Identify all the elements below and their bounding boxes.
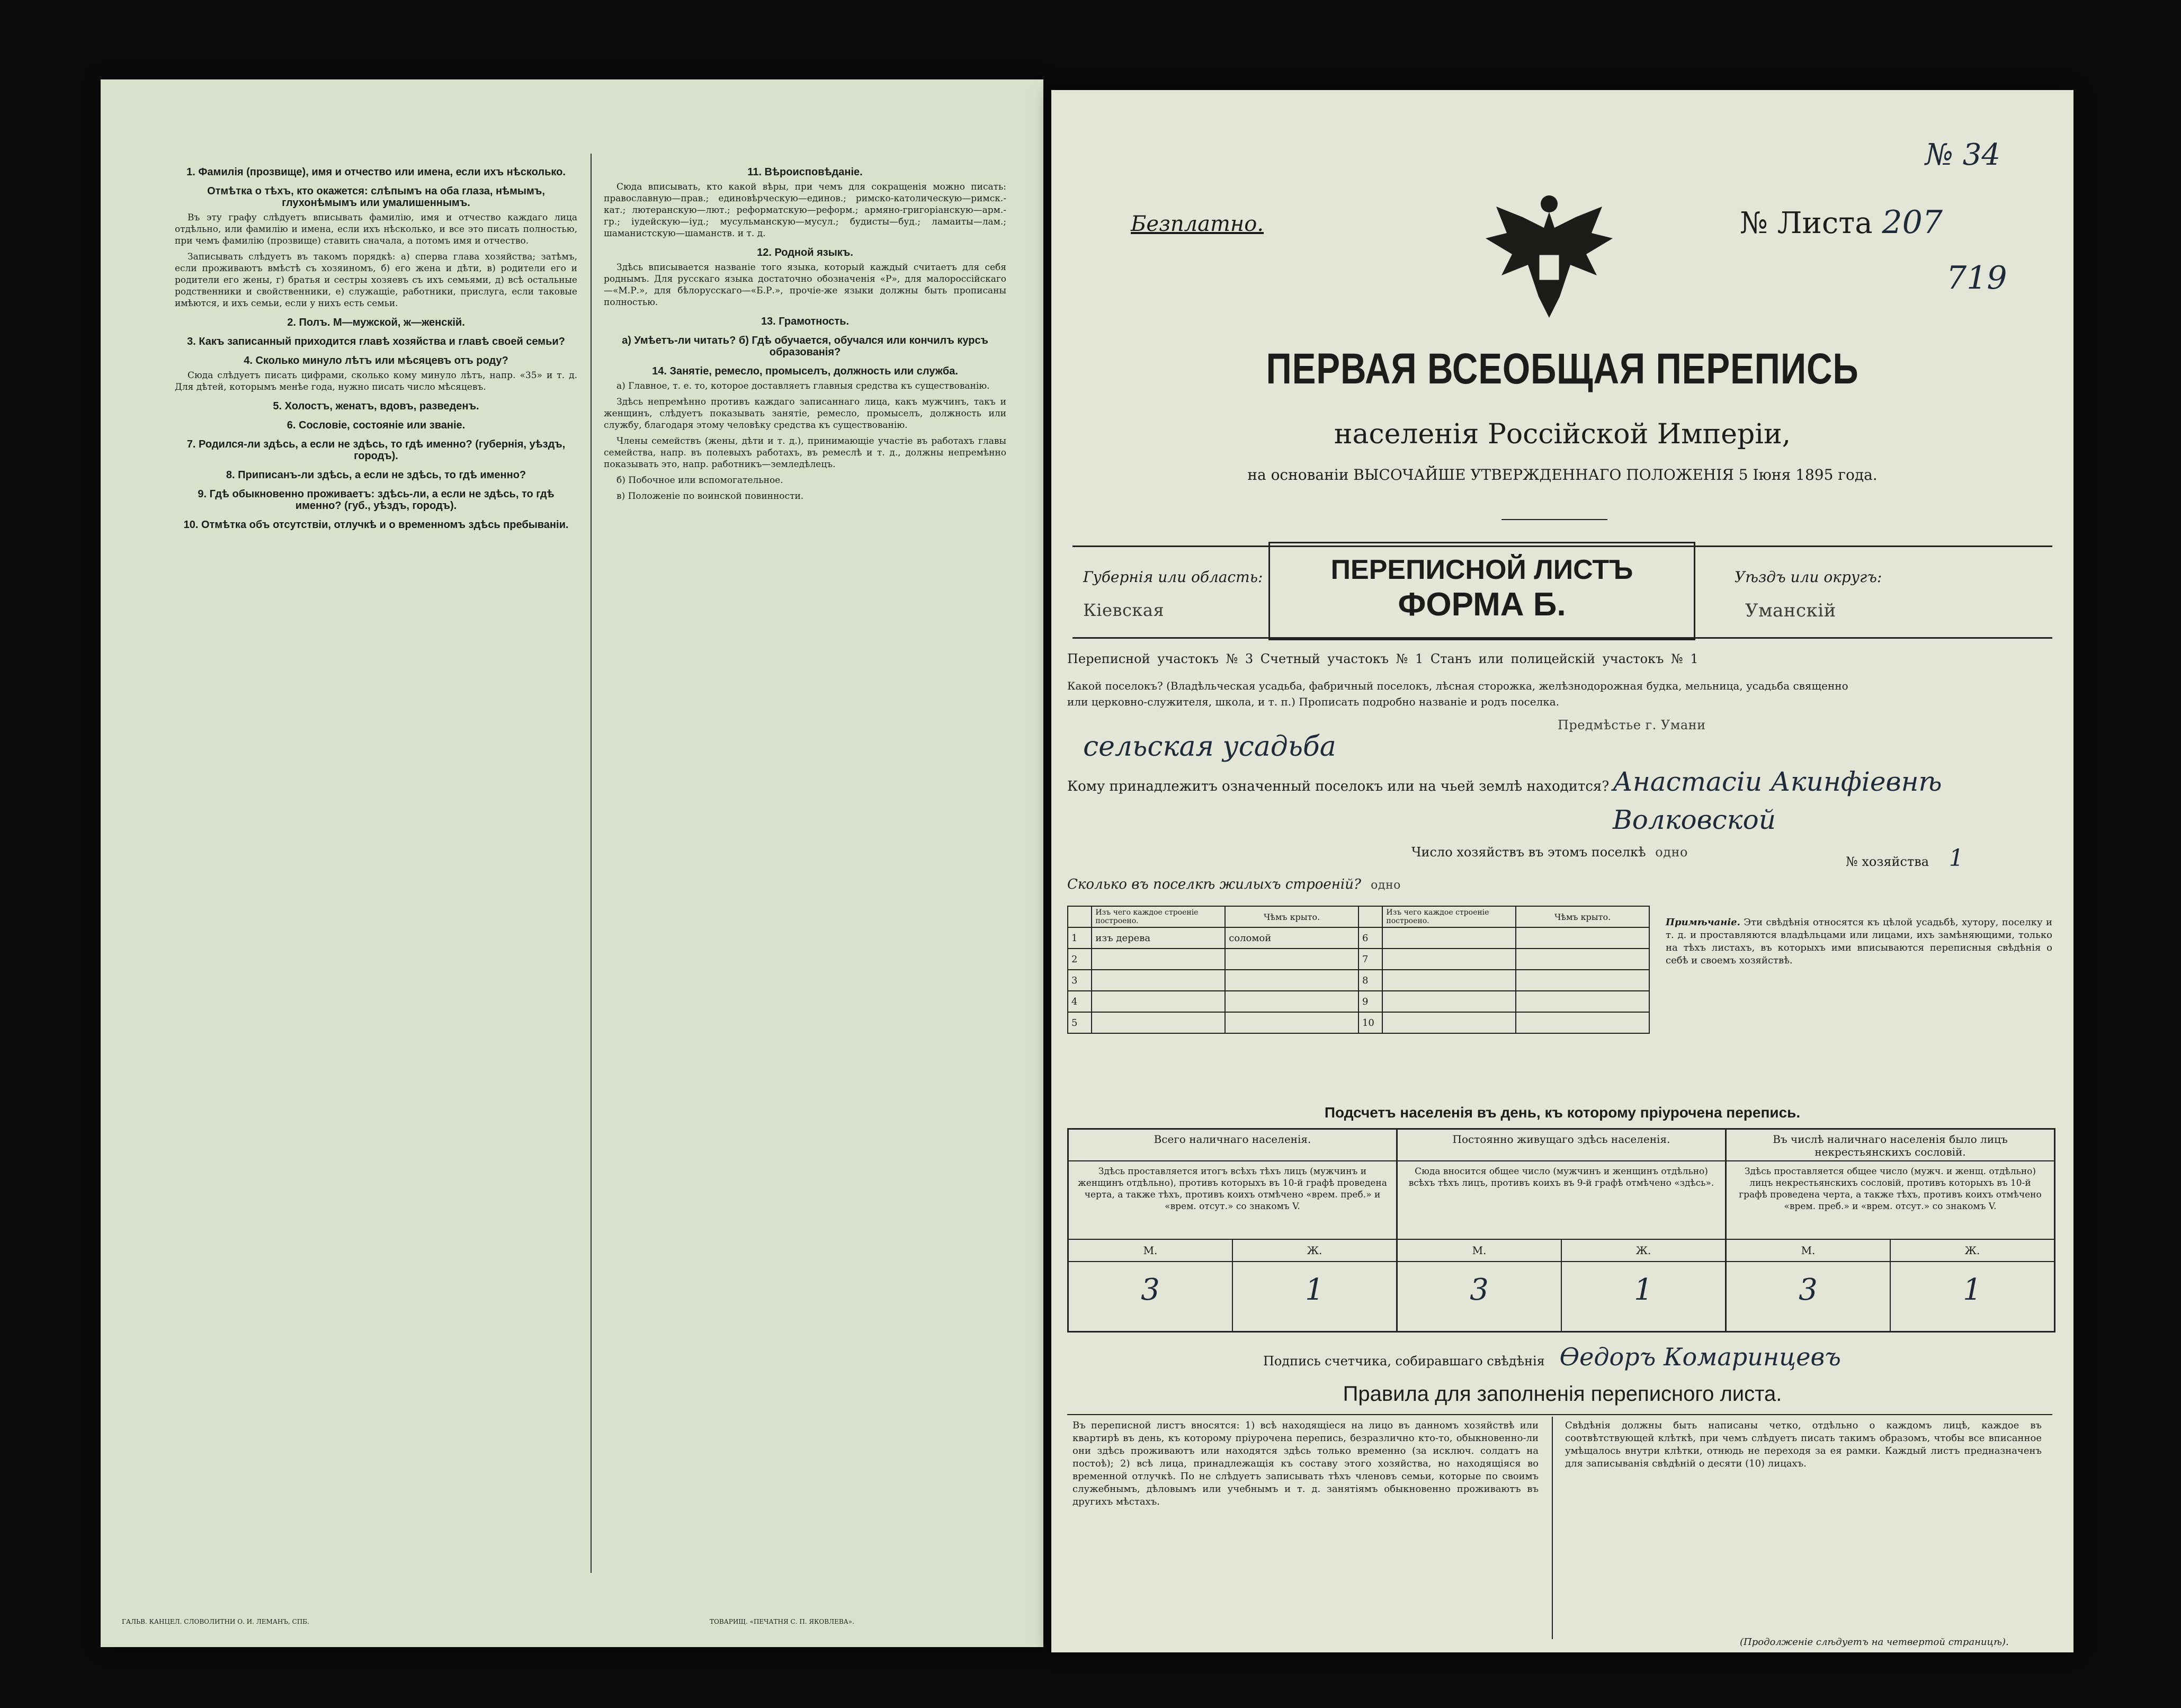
zh-label: Ж. — [1964, 1244, 1980, 1257]
signature-row — [1263, 1343, 1841, 1371]
imprint-right: ТОВАРИЩ. «ПЕЧАТНЯ С. П. ЯКОВЛЕВА». — [710, 1618, 854, 1625]
building-material — [1382, 949, 1516, 970]
m-value: 3 — [1069, 1262, 1233, 1331]
settlement-printed: Предмѣстье г. Умани — [1554, 718, 1709, 732]
m-value: 3 — [1398, 1262, 1562, 1331]
section-heading: 14. Занятіе, ремесло, промыселъ, должность или служба. — [652, 365, 958, 377]
sheet-number — [1740, 204, 1943, 241]
buildings-label: Сколько въ поселкѣ жилыхъ строеній? — [1067, 877, 1361, 892]
household-number-label: № хозяйства — [1846, 854, 1929, 869]
buildings-row-number: 5 — [1068, 1012, 1092, 1033]
census-subtitle: населенія Россійской Имперіи, — [1334, 418, 1791, 450]
settlement-question: Какой поселокъ? (Владѣльческая усадьба, фабричный поселокъ, лѣсная сторожка, желѣзнодорожная будка, мельница, усадьба священно или церковно-служителя, школа, и т. п.) Прописать подробно названіе и родъ поселка. — [1067, 679, 1848, 708]
building-material — [1092, 991, 1225, 1012]
household-number-row — [1846, 845, 1964, 872]
count-column-head: Всего наличнаго населенія. — [1069, 1130, 1396, 1161]
count-column-text: Здѣсь проставляется итогъ всѣхъ тѣхъ лицъ (мужчинъ и женщинъ отдѣльно), противъ которыхъ въ 10-й графѣ проведена черта, а также тѣхъ, противъ коихъ отмѣчено «врем. преб.» и «врем. отсут.» со знакомъ V. — [1078, 1166, 1387, 1212]
double-headed-eagle-emblem — [1464, 191, 1634, 328]
imprint-left: ГАЛЬВ. КАНЦЕЛ. СЛОВОЛИТНИ О. И. ЛЕМАНЪ, СПБ. — [122, 1618, 309, 1625]
building-roof — [1225, 1012, 1358, 1033]
buildings-value: одно — [1371, 879, 1401, 892]
guberniya-label: Губернія или область: — [1083, 568, 1263, 586]
buildings-head-roof: Чѣмъ крыто. — [1225, 906, 1358, 927]
section-heading: 3. Какъ записанный приходится главѣ хозяйства и главѣ своей семьи? — [187, 336, 565, 347]
zh-label: Ж. — [1635, 1244, 1651, 1257]
m-value: 3 — [1727, 1262, 1891, 1331]
buildings-head-material-2: Изъ чего каждое строеніе построено. — [1382, 906, 1516, 927]
mf-values — [1727, 1262, 2054, 1331]
census-title: ПЕРВАЯ ВСЕОБЩАЯ ПЕРЕПИСЬ — [1266, 345, 1859, 393]
rules-right: Свѣдѣнія должны быть написаны четко, отдѣльно о каждомъ лицѣ, каждое въ соотвѣтствующей клѣткѣ, при чемъ слѣдуетъ писать такимъ образомъ, чтобы все вписанное умѣщалось внутри клѣтки, отнюдь не переходя за ея рамки. Каждый листъ предназначенъ для записыванія свѣдѣній о десяти (10) лицахъ. — [1565, 1420, 2042, 1469]
form-header-box — [1072, 546, 2052, 639]
instruction-paragraph: Записывать слѣдуетъ въ такомъ порядкѣ: а) сперва глава хозяйства; затѣмъ, если проживаютъ вмѣстѣ съ хозяиномъ, б) его жена и дѣти, в) родители его и родители его жены, г) братья и сестры хозяевъ съ ихъ семьями, д) всѣ остальные родственники и свойственники, е) служащіе, работники, прислуга, если таковые имѣются, и ихъ семьи, если у нихъ есть семьи. — [175, 252, 577, 309]
census-districts-line: Переписной участокъ № 3 Счетный участокъ № 1 Станъ или полицейскій участокъ № 1 — [1067, 651, 1699, 666]
m-label: М. — [1727, 1240, 1891, 1261]
census-basis: на основаніи ВЫСОЧАЙШЕ УТВЕРЖДЕННАГО ПОЛОЖЕНІЯ 5 Іюня 1895 года. — [1247, 466, 1878, 484]
mf-header — [1398, 1239, 1725, 1262]
owner-question: Кому принадлежитъ означенный поселокъ или на чьей землѣ находится? — [1067, 779, 1610, 794]
form-title: ПЕРЕПИСНОЙ ЛИСТЪ — [1330, 555, 1633, 585]
instruction-paragraph: в) Положеніе по воинской повинности. — [616, 491, 804, 502]
building-material — [1382, 970, 1516, 991]
building-material — [1092, 970, 1225, 991]
building-material: изъ дерева — [1092, 927, 1225, 949]
mf-header — [1727, 1239, 2054, 1262]
instructions-column-1 — [175, 159, 577, 534]
count-column-head: Постоянно живущаго здѣсь населенія. — [1398, 1130, 1725, 1161]
count-column — [1398, 1130, 1727, 1331]
building-roof — [1225, 991, 1358, 1012]
zh-value: 1 — [1305, 1273, 1324, 1307]
signature-label: Подпись счетчика, собиравшаго свѣдѣнія — [1263, 1354, 1545, 1369]
building-material — [1382, 991, 1516, 1012]
instructions-column-2 — [604, 159, 1006, 506]
count-column — [1727, 1130, 2054, 1331]
instruction-paragraph: Сюда вписывать, кто какой вѣры, при чемъ для сокращенія можно писать: православную—прав.; единовѣрческую—единов.; римско-католическую—римск.-кат.; лютеранскую—лют.; реформатскую—реформ.; армяно-григоріанскую—арм.-гр.; іудейскую—іуд.; мусульманскую—мусул.; будисты—буд.; ламаиты—лам.; шаманистскую—шаманств. и т. д. — [604, 182, 1006, 239]
section-heading: 12. Родной языкъ. — [757, 247, 853, 258]
continued-note: (Продолженіе слѣдуетъ на четвертой страницѣ). — [1740, 1637, 2009, 1648]
buildings-row-number: 2 — [1068, 949, 1092, 970]
uezd-value: Уманскій — [1745, 600, 1836, 621]
zh-value: 1 — [1963, 1273, 1982, 1307]
form-title-box — [1268, 542, 1695, 640]
rules-title: Правила для заполненія переписного листа. — [1343, 1382, 1782, 1406]
section-heading: 1. Фамилія (прозвище), имя и отчество или имена, если ихъ нѣсколько. — [186, 166, 566, 178]
free-label: Безплатно. — [1131, 212, 1264, 236]
building-material — [1092, 949, 1225, 970]
corner-number: 719 — [1946, 260, 2007, 297]
population-count-table — [1067, 1128, 2055, 1333]
section-heading: 11. Вѣроисповѣданіе. — [747, 166, 863, 178]
note-text: Эти свѣдѣнія относятся къ цѣлой усадьбѣ, хутору, поселку и т. д. и проставляются владѣльцами или лицами, ихъ замѣняющими, только на тѣхъ листахъ, въ которыхъ ими вписываются переписныя свѣдѣнія о себѣ и своемъ хозяйствѣ. — [1666, 917, 2052, 966]
building-roof — [1516, 970, 1649, 991]
mf-values — [1069, 1262, 1396, 1331]
building-roof — [1516, 991, 1649, 1012]
title-rule — [1501, 519, 1607, 520]
section-heading: 6. Сословіе, состояніе или званіе. — [287, 419, 466, 431]
buildings-row-number: 6 — [1358, 927, 1382, 949]
buildings-row-number: 1 — [1068, 927, 1092, 949]
mf-values — [1398, 1262, 1725, 1331]
owner-handwritten: Анастасіи Акинфіевнѣ Волковской — [1613, 766, 1942, 835]
buildings-head-roof-2: Чѣмъ крыто. — [1516, 906, 1649, 927]
buildings-row — [1068, 1012, 1649, 1033]
buildings-row — [1068, 949, 1649, 970]
buildings-note — [1666, 916, 2052, 967]
sheet-number-label: № Листа — [1740, 206, 1873, 240]
building-roof — [1225, 970, 1358, 991]
buildings-row-number: 7 — [1358, 949, 1382, 970]
buildings-row-number: 8 — [1358, 970, 1382, 991]
buildings-row — [1067, 877, 1401, 892]
household-number-value: 1 — [1948, 845, 1964, 872]
count-column-head: Въ числѣ наличнаго населенія было лицъ некрестьянскихъ сословій. — [1727, 1130, 2054, 1161]
section-heading: 9. Гдѣ обыкновенно проживаетъ: здѣсь-ли, а если не здѣсь, то гдѣ именно? (губ., уѣздъ, городъ). — [198, 488, 555, 512]
section-heading: 8. Приписанъ-ли здѣсь, а если не здѣсь, то гдѣ именно? — [226, 469, 526, 481]
count-title: Подсчетъ населенія въ день, къ которому пріурочена перепись. — [1324, 1104, 1801, 1121]
rules-vline — [1552, 1417, 1553, 1639]
building-material — [1092, 1012, 1225, 1033]
buildings-row-number: 4 — [1068, 991, 1092, 1012]
buildings-row-number: 3 — [1068, 970, 1092, 991]
households-value: одно — [1655, 845, 1688, 860]
count-column — [1069, 1130, 1398, 1331]
instruction-paragraph: Здѣсь вписывается названіе того языка, который каждый считаетъ для себя роднымъ. Для русскаго языка достаточно обозначенія «Р», для малороссійскаго—«М.Р.», для бѣлорусскаго—«Б.Р.», прочіе-же языки должны быть прописаны полностью. — [604, 262, 1006, 308]
uezd-label: Уѣздъ или округъ: — [1735, 568, 1882, 586]
buildings-row — [1068, 970, 1649, 991]
m-label: М. — [1069, 1240, 1233, 1261]
buildings-table — [1067, 906, 1650, 1034]
left-page — [101, 79, 1043, 1647]
note-title: Примѣчаніе. — [1666, 917, 1740, 928]
buildings-row — [1068, 991, 1649, 1012]
right-page — [1051, 90, 2073, 1652]
buildings-row-number: 10 — [1358, 1012, 1382, 1033]
form-subtitle: ФОРМА Б. — [1398, 586, 1566, 623]
section-heading: 2. Полъ. М—мужской, ж—женскій. — [287, 317, 465, 328]
section-heading: 5. Холостъ, женатъ, вдовъ, разведенъ. — [273, 400, 479, 412]
section-heading: а) Умѣетъ-ли читать? б) Гдѣ обучается, обучался или кончилъ курсъ образованія? — [622, 335, 988, 358]
column-divider — [591, 154, 592, 1573]
mf-header — [1069, 1239, 1396, 1262]
buildings-row-number: 9 — [1358, 991, 1382, 1012]
building-roof — [1516, 949, 1649, 970]
households-label: Число хозяйствъ въ этомъ поселкѣ — [1411, 845, 1646, 860]
section-heading: Отмѣтка о тѣхъ, кто окажется: слѣпымъ на оба глаза, нѣмымъ, глухонѣмымъ или умалишеннымъ. — [207, 185, 545, 209]
zh-label: Ж. — [1307, 1244, 1322, 1257]
section-heading: 7. Родился-ли здѣсь, а если не здѣсь, то гдѣ именно? (губернія, уѣздъ, городъ). — [186, 439, 566, 462]
corner-mark: № 34 — [1925, 138, 2001, 172]
instruction-paragraph: б) Побочное или вспомогательное. — [616, 475, 783, 486]
count-column-text: Здѣсь проставляется общее число (мужч. и женщ. отдѣльно) лицъ некрестьянскихъ сословій, противъ которыхъ въ 10-й графѣ проведена черта, а также тѣхъ, противъ коихъ отмѣчено «врем. преб.» и «врем. отсут.» со знакомъ V. — [1739, 1166, 2042, 1212]
instruction-paragraph: Сюда слѣдуетъ писать цифрами, сколько кому минуло лѣтъ, напр. «35» и т. д. Для дѣтей, которымъ менѣе года, нужно писать число мѣсяцевъ. — [175, 370, 577, 392]
rules-left: Въ переписной листъ вносятся: 1) всѣ находящіеся на лицо въ данномъ хозяйствѣ или квартирѣ въ день, къ которому пріурочена перепись, безразлично кто-то, обыкновенно-ли они здѣсь проживаютъ или находятся здѣсь только временно (за исключ. солдатъ на постоѣ); 2) всѣ лица, принадлежащія къ составу этого хозяйства, но находящіяся во временной отлучкѣ. По не слѣдуетъ записывать тѣхъ членовъ семьи, которые по своимъ служебнымъ, дѣловымъ или учебнымъ и т. д. занятіямъ обыкновенно проживаютъ въ другихъ мѣстахъ. — [1072, 1420, 1539, 1507]
section-heading: 4. Сколько минуло лѣтъ или мѣсяцевъ отъ роду? — [244, 355, 508, 366]
signature-handwritten: Ѳедоръ Комаринцевъ — [1559, 1343, 1841, 1371]
settlement-handwritten: сельская усадьба — [1083, 731, 1336, 763]
building-roof: соломой — [1225, 927, 1358, 949]
count-column-text: Сюда вносится общее число (мужчинъ и женщинъ отдѣльно) всѣхъ тѣхъ лицъ, противъ коихъ въ 9-й графѣ отмѣчено «здѣсь». — [1408, 1166, 1714, 1188]
households-row — [1411, 845, 1688, 860]
buildings-row — [1068, 927, 1649, 949]
instruction-paragraph: Члены семействъ (жены, дѣти и т. д.), принимающіе участіе въ работахъ главы семейства, напр. въ полевыхъ работахъ, въ ремеслѣ и т. д., должны непремѣнно показывать это, напр. работникъ—земледѣлецъ. — [604, 436, 1006, 470]
building-material — [1382, 927, 1516, 949]
building-roof — [1516, 927, 1649, 949]
zh-value: 1 — [1634, 1273, 1653, 1307]
section-heading: 13. Грамотность. — [761, 316, 850, 327]
section-heading: 10. Отмѣтка объ отсутствіи, отлучкѣ и о временномъ здѣсь пребываніи. — [183, 519, 569, 531]
buildings-head-material: Изъ чего каждое строеніе построено. — [1092, 906, 1225, 927]
rules-divider — [1067, 1414, 2052, 1415]
sheet-number-value: 207 — [1882, 204, 1943, 241]
instruction-paragraph: Здѣсь непремѣнно противъ каждаго записаннаго лица, какъ мужчинъ, такъ и женщинъ, слѣдуетъ показывать занятіе, ремесло, промыселъ, должность или службу, благодаря этому человѣку средства къ существованію. — [604, 397, 1006, 431]
guberniya-value: Кіевская — [1083, 600, 1165, 620]
instruction-paragraph: а) Главное, т. е. то, которое доставляетъ главныя средства къ существованію. — [616, 381, 990, 391]
building-roof — [1225, 949, 1358, 970]
m-label: М. — [1398, 1240, 1562, 1261]
building-material — [1382, 1012, 1516, 1033]
building-roof — [1516, 1012, 1649, 1033]
instruction-paragraph: Въ эту графу слѣдуетъ вписывать фамилію, имя и отчество каждаго лица отдѣльно, или фамилію и имена, если ихъ нѣсколько, и все это писать полностью, при чемъ фамилію (прозвище) ставить сначала, а потомъ имя и отчество. — [175, 212, 577, 246]
